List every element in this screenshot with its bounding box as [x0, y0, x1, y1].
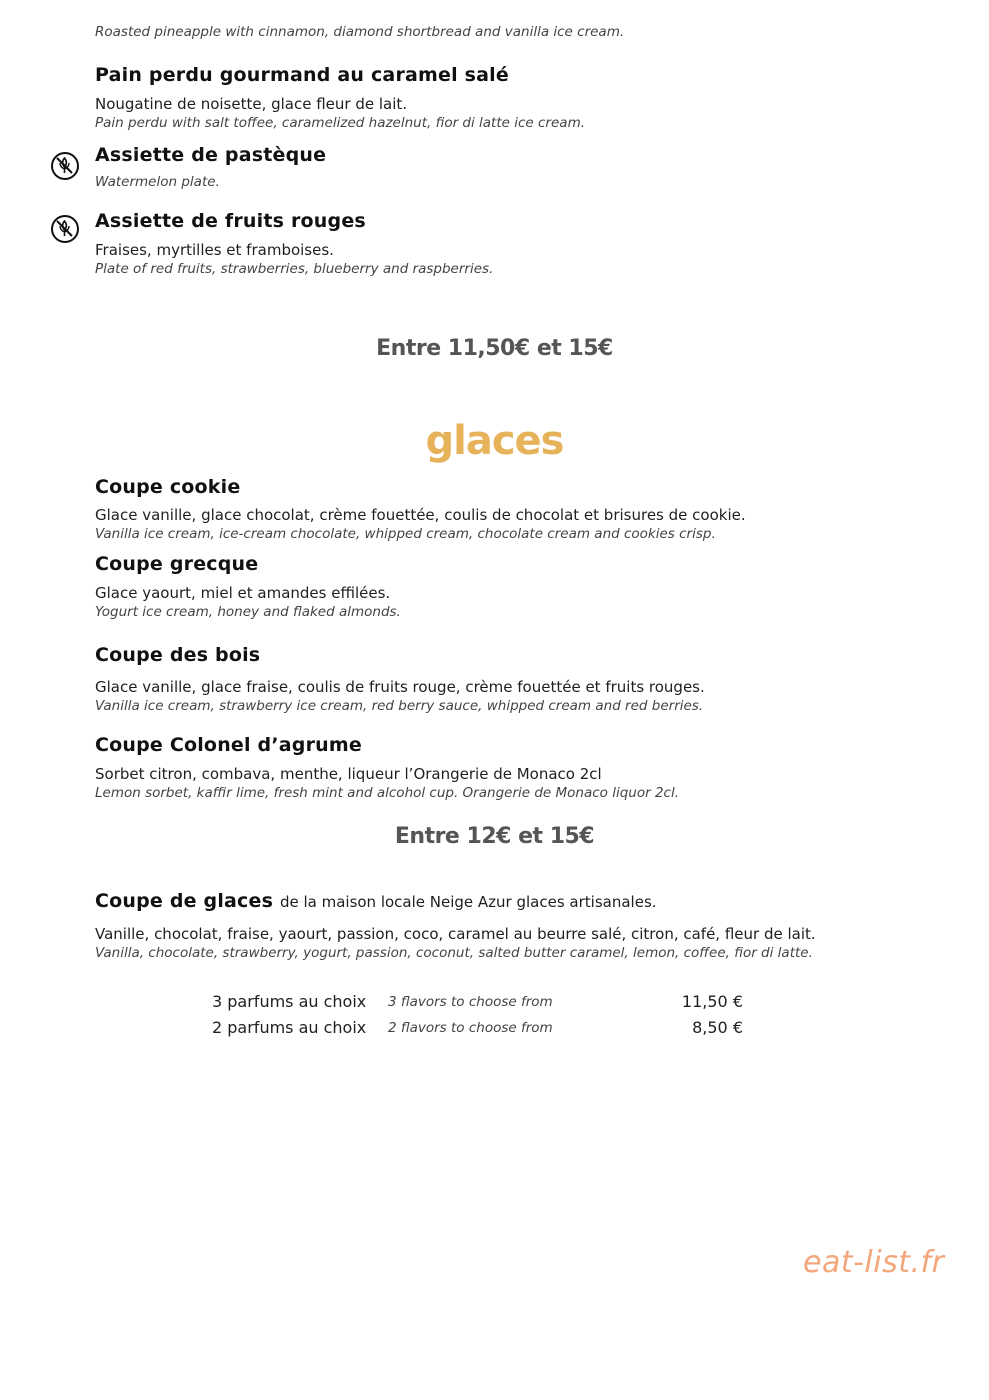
dish-description-fr: Nougatine de noisette, glace fleur de lait. [95, 95, 408, 113]
dish-description-fr: Sorbet citron, combava, menthe, liqueur l’Orangerie de Monaco 2cl [95, 765, 602, 783]
dish-description-en: Vanilla, chocolate, strawberry, yogurt, passion, coconut, salted butter caramel, lemon, coffee, fior di latte. [95, 945, 813, 961]
gluten-free-icon [51, 152, 79, 180]
watermark: eat-list.fr [803, 1245, 945, 1280]
option-label-en: 3 flavors to choose from [388, 994, 553, 1010]
option-label-fr: 3 parfums au choix [212, 992, 367, 1011]
dish-title: Assiette de fruits rouges [95, 210, 366, 232]
dish-description-fr: Glace yaourt, miel et amandes effilées. [95, 584, 391, 602]
dish-title: Coupe des bois [95, 644, 261, 666]
gluten-free-icon [51, 215, 79, 243]
section-title: glaces [425, 418, 564, 464]
dish-description-fr: Vanille, chocolat, fraise, yaourt, passion, coco, caramel au beurre salé, citron, café, fleur de lait. [95, 925, 816, 943]
option-label-fr: 2 parfums au choix [212, 1018, 367, 1037]
dish-subtitle: de la maison locale Neige Azur glaces artisanales. [279, 893, 657, 911]
dessert-description-en: Roasted pineapple with cinnamon, diamond shortbread and vanilla ice cream. [95, 24, 625, 40]
dish-description-en: Watermelon plate. [95, 174, 220, 190]
dish-title: Pain perdu gourmand au caramel salé [95, 64, 509, 86]
dish-description-en: Yogurt ice cream, honey and flaked almonds. [95, 604, 401, 620]
price-range: Entre 12€ et 15€ [394, 824, 595, 849]
dish-description-en: Vanilla ice cream, ice-cream chocolate, whipped cream, chocolate cream and cookies crisp. [95, 526, 716, 542]
dish-title: Assiette de pastèque [95, 144, 327, 166]
dish-description-en: Pain perdu with salt toffee, caramelized hazelnut, fior di latte ice cream. [95, 115, 586, 131]
option-label-en: 2 flavors to choose from [388, 1020, 553, 1036]
dish-description-en: Plate of red fruits, strawberries, blueberry and raspberries. [95, 261, 494, 277]
option-price: 8,50 € [692, 1018, 743, 1037]
dish-description-en: Vanilla ice cream, strawberry ice cream, red berry sauce, whipped cream and red berries. [95, 698, 704, 714]
dish-description-fr: Glace vanille, glace fraise, coulis de fruits rouge, crème fouettée et fruits rouges. [95, 678, 705, 696]
dish-description-en: Lemon sorbet, kaffir lime, fresh mint and alcohol cup. Orangerie de Monaco liquor 2cl. [95, 785, 679, 801]
dish-description-fr: Glace vanille, glace chocolat, crème fouettée, coulis de chocolat et brisures de cookie. [95, 506, 746, 524]
dish-title: Coupe grecque [95, 553, 259, 575]
dish-title: Coupe cookie [95, 476, 241, 498]
option-price: 11,50 € [681, 992, 743, 1011]
dish-title-text: Coupe de glaces [95, 890, 274, 912]
dish-title: Coupe Colonel d’agrume [95, 734, 362, 756]
dish-title [95, 890, 657, 912]
price-range: Entre 11,50€ et 15€ [376, 336, 613, 361]
dish-description-fr: Fraises, myrtilles et framboises. [95, 241, 334, 259]
